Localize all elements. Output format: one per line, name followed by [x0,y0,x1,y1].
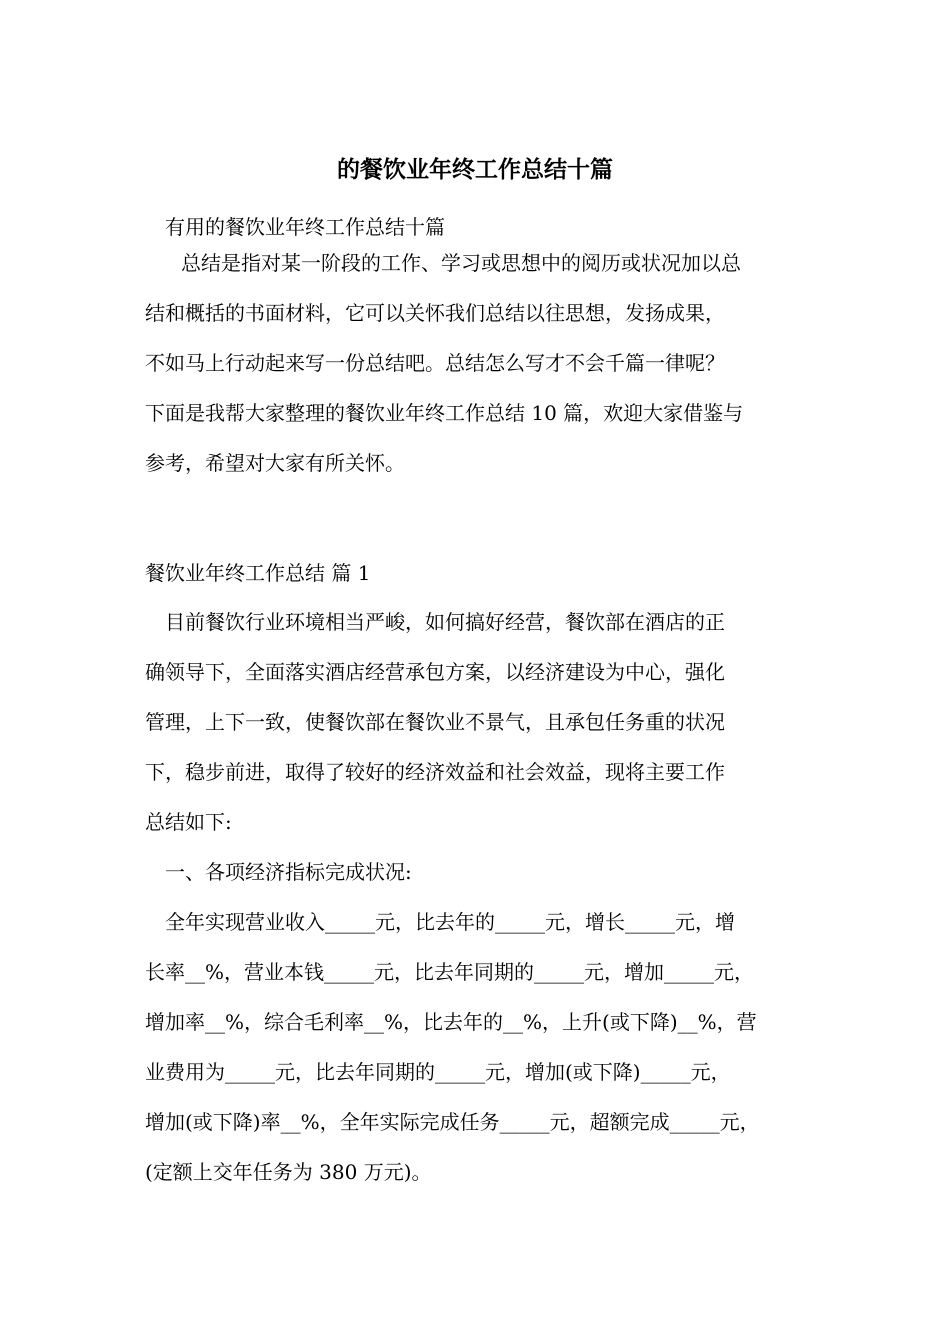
section-subheading: 一、各项经济指标完成状况: [165,860,412,884]
section-line: 总结如下: [145,810,232,834]
section-line: 增加(或下降)率__%，全年实际完成任务_____元，超额完成_____元， [145,1110,760,1134]
intro-line: 总结是指对某一阶段的工作、学习或思想中的阅历或状况加以总 [181,251,741,275]
section-line: 目前餐饮行业环境相当严峻，如何搞好经营，餐饮部在酒店的正 [165,610,725,634]
section-line: 长率__%，营业本钱_____元，比去年同期的_____元，增加_____元， [145,960,755,984]
section-line: 业费用为_____元，比去年同期的_____元，增加(或下降)_____元， [145,1060,731,1084]
section-body [145,597,825,1197]
intro-paragraph [145,238,825,488]
intro-line: 结和概括的书面材料，它可以关怀我们总结以往思想，发扬成果， [145,301,725,325]
section-heading [145,548,825,598]
subtitle-text: 有用的餐饮业年终工作总结十篇 [165,215,445,239]
section-line: (定额上交年任务为 380 万元)。 [145,1160,432,1184]
intro-line: 参考，希望对大家有所关怀。 [145,451,405,475]
section-line: 增加率__%，综合毛利率__%，比去年的__%，上升(或下降)__%，营 [145,1010,757,1034]
document-title: 的餐饮业年终工作总结十篇 [337,156,613,183]
intro-line: 不如马上行动起来写一份总结吧。总结怎么写才不会千篇一律呢？ [145,351,725,375]
section-line: 下，稳步前进，取得了较好的经济效益和社会效益，现将主要工作 [145,760,725,784]
section-line: 确领导下，全面落实酒店经营承包方案，以经济建设为中心，强化 [145,660,725,684]
section-line: 管理，上下一致，使餐饮部在餐饮业不景气，且承包任务重的状况 [145,710,725,734]
section-line: 全年实现营业收入_____元，比去年的_____元，增长_____元，增 [165,910,735,934]
section-heading-text: 餐饮业年终工作总结 篇 1 [145,561,371,585]
intro-line: 下面是我帮大家整理的餐饮业年终工作总结 10 篇，欢迎大家借鉴与 [145,401,744,425]
